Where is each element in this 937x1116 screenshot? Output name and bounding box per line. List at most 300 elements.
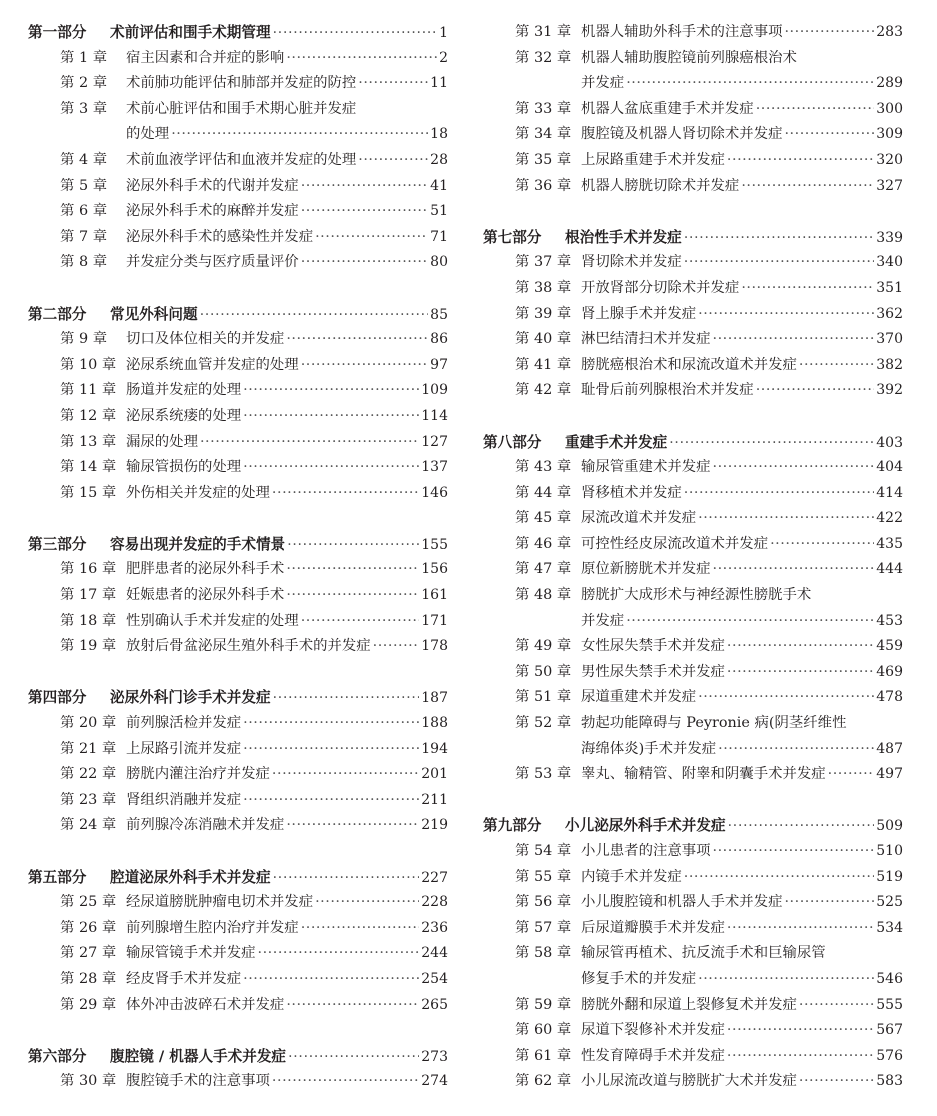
chapter-number: 第 43 章 xyxy=(515,459,572,476)
dot-leader xyxy=(286,557,419,583)
chapter-title: 女性尿失禁手术并发症 xyxy=(581,638,725,655)
dot-leader xyxy=(243,967,419,993)
toc-part-entry[interactable] xyxy=(28,302,448,328)
dot-leader xyxy=(713,455,875,481)
toc-chapter-entry[interactable] xyxy=(28,46,448,72)
page-number: 497 xyxy=(876,766,903,783)
chapter-title: 术前心脏评估和围手术期心脏并发症 xyxy=(126,100,357,117)
toc-chapter-entry[interactable] xyxy=(28,174,448,200)
section-spacer xyxy=(28,1018,448,1044)
toc-part-entry[interactable] xyxy=(483,225,903,251)
dot-leader xyxy=(713,557,875,583)
dot-leader xyxy=(273,865,420,891)
chapter-title: 后尿道瓣膜手术并发症 xyxy=(581,919,725,936)
dot-leader xyxy=(243,711,419,737)
toc-chapter-entry[interactable] xyxy=(483,865,903,891)
toc-chapter-entry[interactable] xyxy=(483,327,903,353)
chapter-title: 尿道重建术并发症 xyxy=(581,689,697,706)
toc-chapter-entry[interactable] xyxy=(28,813,448,839)
chapter-title: 内镜手术并发症 xyxy=(581,868,682,885)
page-number: 161 xyxy=(421,587,448,604)
chapter-title: 前列腺活检并发症 xyxy=(126,715,242,732)
chapter-number: 第 60 章 xyxy=(515,1022,572,1039)
toc-chapter-entry[interactable] xyxy=(28,327,448,353)
page-number: 155 xyxy=(421,536,448,553)
toc-chapter-entry[interactable] xyxy=(483,481,903,507)
chapter-number: 第 15 章 xyxy=(60,484,117,501)
chapter-title: 术前肺功能评估和肺部并发症的防控 xyxy=(126,75,357,92)
chapter-title: 性别确认手术并发症的处理 xyxy=(126,612,299,629)
toc-chapter-entry[interactable] xyxy=(28,788,448,814)
page-number: 11 xyxy=(430,75,448,92)
page-number: 509 xyxy=(876,818,903,835)
chapter-number: 第 22 章 xyxy=(60,766,117,783)
chapter-number: 第 17 章 xyxy=(60,587,117,604)
dot-leader xyxy=(698,506,874,532)
part-title: 小儿泌尿外科手术并发症 xyxy=(565,817,726,835)
chapter-title: 膀胱癌根治术和尿流改道术并发症 xyxy=(581,356,797,373)
toc-chapter-entry[interactable] xyxy=(28,353,448,379)
chapter-number: 第 53 章 xyxy=(515,766,572,783)
toc-chapter-entry[interactable] xyxy=(483,1069,903,1095)
toc-chapter-entry[interactable] xyxy=(28,890,448,916)
chapter-number: 第 54 章 xyxy=(515,843,572,859)
chapter-title: 放射后骨盆泌尿生殖外科手术的并发症 xyxy=(126,638,371,655)
toc-chapter-entry[interactable] xyxy=(483,455,903,481)
chapter-title: 泌尿外科手术的感染性并发症 xyxy=(126,228,314,245)
chapter-title: 外伤相关并发症的处理 xyxy=(126,484,270,501)
section-spacer xyxy=(28,660,448,686)
dot-leader xyxy=(698,967,874,993)
page-number: 228 xyxy=(421,894,448,911)
dot-leader xyxy=(288,1044,419,1070)
chapter-title: 经尿道膀胱肿瘤电切术并发症 xyxy=(126,894,314,911)
toc-chapter-entry[interactable] xyxy=(483,916,903,942)
toc-chapter-entry[interactable] xyxy=(28,71,448,97)
chapter-title: 修复手术的并发症 xyxy=(581,970,697,987)
page-number: 156 xyxy=(421,561,448,578)
page-number: 525 xyxy=(876,894,903,911)
page-number: 414 xyxy=(876,484,903,501)
chapter-title: 上尿路重建手术并发症 xyxy=(581,151,725,168)
chapter-number: 第 4 章 xyxy=(60,151,108,168)
section-spacer xyxy=(28,506,448,532)
toc-chapter-entry[interactable] xyxy=(483,1044,903,1070)
page-number: 51 xyxy=(430,203,448,220)
chapter-title: 机器人辅助腹腔镜前列腺癌根治术 xyxy=(581,49,797,66)
dot-leader xyxy=(286,813,419,839)
chapter-title: 小儿患者的注意事项 xyxy=(581,843,711,859)
chapter-number: 第 28 章 xyxy=(60,970,117,987)
toc-part-entry[interactable] xyxy=(28,20,448,46)
dot-leader xyxy=(200,430,419,456)
dot-leader xyxy=(287,532,419,558)
page-number: 403 xyxy=(876,434,903,451)
toc-chapter-entry[interactable] xyxy=(483,20,903,46)
page-number: 219 xyxy=(421,817,448,834)
chapter-title: 原位新膀胱术并发症 xyxy=(581,561,711,578)
dot-leader xyxy=(727,916,874,942)
toc-chapter-entry[interactable] xyxy=(483,890,903,916)
dot-leader xyxy=(373,634,420,660)
toc-chapter-entry[interactable] xyxy=(28,481,448,507)
toc-part-entry[interactable] xyxy=(28,685,448,711)
chapter-number: 第 50 章 xyxy=(515,663,572,680)
chapter-number: 第 21 章 xyxy=(60,740,117,757)
dot-leader xyxy=(784,890,874,916)
page-number: 510 xyxy=(876,843,903,859)
part-title: 容易出现并发症的手术情景 xyxy=(110,535,286,553)
dot-leader xyxy=(243,788,419,814)
toc-chapter-entry[interactable] xyxy=(483,174,903,200)
toc-chapter-entry[interactable] xyxy=(28,378,448,404)
chapter-title: 膀胱内灌注治疗并发症 xyxy=(126,766,270,783)
toc-chapter-entry[interactable] xyxy=(483,276,903,302)
chapter-title: 术前血液学评估和血液并发症的处理 xyxy=(126,151,357,168)
chapter-title: 并发症 xyxy=(581,75,625,92)
page-number: 583 xyxy=(876,1073,903,1090)
toc-chapter-entry[interactable] xyxy=(28,199,448,225)
page-number: 459 xyxy=(876,638,903,655)
page-number: 227 xyxy=(421,869,448,886)
toc-chapter-entry[interactable] xyxy=(28,583,448,609)
toc-chapter-entry[interactable] xyxy=(483,609,903,635)
page-number: 265 xyxy=(421,996,448,1013)
chapter-title: 并发症 xyxy=(581,612,625,629)
toc-chapter-entry[interactable] xyxy=(28,737,448,763)
dot-leader xyxy=(286,46,437,72)
toc-chapter-entry[interactable] xyxy=(483,941,903,967)
dot-leader xyxy=(626,609,874,635)
dot-leader xyxy=(799,993,874,1019)
dot-leader xyxy=(358,148,428,174)
dot-leader xyxy=(626,71,874,97)
page-number: 28 xyxy=(430,151,448,168)
page-number: 289 xyxy=(876,75,903,92)
part-number: 第七部分 xyxy=(483,228,542,246)
toc-chapter-entry[interactable] xyxy=(483,967,903,993)
chapter-number: 第 56 章 xyxy=(515,894,572,911)
chapter-number: 第 19 章 xyxy=(60,638,117,655)
dot-leader xyxy=(741,276,874,302)
dot-leader xyxy=(770,532,874,558)
toc-chapter-entry[interactable] xyxy=(483,250,903,276)
toc-chapter-entry[interactable] xyxy=(28,97,448,123)
toc-part-entry[interactable] xyxy=(483,430,903,456)
toc-chapter-entry[interactable] xyxy=(483,122,903,148)
toc-chapter-entry[interactable] xyxy=(483,532,903,558)
page-number: 487 xyxy=(876,740,903,757)
chapter-number: 第 32 章 xyxy=(515,49,572,66)
chapter-number: 第 62 章 xyxy=(515,1073,572,1090)
toc-chapter-entry[interactable] xyxy=(483,634,903,660)
chapter-title: 并发症分类与医疗质量评价 xyxy=(126,254,299,271)
chapter-number: 第 41 章 xyxy=(515,356,572,373)
toc-chapter-entry[interactable] xyxy=(483,97,903,123)
part-title: 重建手术并发症 xyxy=(565,433,668,451)
page-number: 576 xyxy=(876,1047,903,1064)
toc-chapter-entry[interactable] xyxy=(483,839,903,865)
part-number: 第三部分 xyxy=(28,535,87,553)
page-number: 194 xyxy=(421,740,448,757)
chapter-title: 肠道并发症的处理 xyxy=(126,382,242,399)
chapter-title: 尿流改道术并发症 xyxy=(581,510,697,527)
part-title: 根治性手术并发症 xyxy=(565,228,682,246)
toc-chapter-entry[interactable] xyxy=(483,993,903,1019)
dot-leader xyxy=(301,199,428,225)
chapter-number: 第 13 章 xyxy=(60,433,117,450)
section-spacer xyxy=(28,839,448,865)
page-number: 188 xyxy=(421,715,448,732)
chapter-title: 机器人辅助外科手术的注意事项 xyxy=(581,24,783,40)
chapter-number: 第 44 章 xyxy=(515,484,572,501)
toc-chapter-entry[interactable] xyxy=(28,455,448,481)
page-number: 127 xyxy=(421,433,448,450)
page-number: 519 xyxy=(876,868,903,885)
toc-chapter-entry[interactable] xyxy=(28,404,448,430)
chapter-number: 第 5 章 xyxy=(60,177,108,194)
chapter-number: 第 27 章 xyxy=(60,945,117,962)
part-title: 泌尿外科门诊手术并发症 xyxy=(110,689,271,707)
toc-chapter-entry[interactable] xyxy=(483,660,903,686)
chapter-number: 第 30 章 xyxy=(60,1073,117,1090)
toc-left-column xyxy=(28,20,448,1095)
chapter-number: 第 18 章 xyxy=(60,612,117,629)
page-number: 80 xyxy=(430,254,448,271)
toc-chapter-entry[interactable] xyxy=(483,148,903,174)
dot-leader xyxy=(200,302,429,328)
page-number: 244 xyxy=(421,945,448,962)
chapter-number: 第 45 章 xyxy=(515,510,572,527)
chapter-title: 肾上腺手术并发症 xyxy=(581,305,697,322)
toc-chapter-entry[interactable] xyxy=(483,583,903,609)
toc-part-entry[interactable] xyxy=(28,865,448,891)
page-number: 86 xyxy=(430,331,448,348)
page-number: 309 xyxy=(876,126,903,143)
dot-leader xyxy=(756,378,875,404)
chapter-number: 第 59 章 xyxy=(515,996,572,1013)
chapter-title: 泌尿外科手术的代谢并发症 xyxy=(126,177,299,194)
chapter-number: 第 11 章 xyxy=(60,382,117,399)
chapter-number: 第 2 章 xyxy=(60,75,108,92)
page-number: 567 xyxy=(876,1022,903,1039)
toc-part-entry[interactable] xyxy=(28,1044,448,1070)
chapter-title: 切口及体位相关的并发症 xyxy=(126,331,285,348)
chapter-number: 第 52 章 xyxy=(515,715,572,732)
toc-chapter-entry[interactable] xyxy=(28,609,448,635)
section-spacer xyxy=(28,276,448,302)
chapter-number: 第 16 章 xyxy=(60,561,117,578)
toc-chapter-entry[interactable] xyxy=(28,1069,448,1095)
dot-leader xyxy=(301,353,428,379)
toc-chapter-entry[interactable] xyxy=(28,122,448,148)
toc-chapter-entry[interactable] xyxy=(483,762,903,788)
toc-chapter-entry[interactable] xyxy=(28,941,448,967)
toc-chapter-entry[interactable] xyxy=(28,762,448,788)
chapter-title: 的处理 xyxy=(126,126,170,143)
chapter-number: 第 7 章 xyxy=(60,228,108,245)
chapter-number: 第 3 章 xyxy=(60,100,108,117)
chapter-title: 小儿腹腔镜和机器人手术并发症 xyxy=(581,894,783,911)
chapter-number: 第 49 章 xyxy=(515,638,572,655)
chapter-title: 小儿尿流改道与膀胱扩大术并发症 xyxy=(581,1073,797,1090)
toc-chapter-entry[interactable] xyxy=(483,71,903,97)
chapter-number: 第 47 章 xyxy=(515,561,572,578)
page-number: 97 xyxy=(430,356,448,373)
dot-leader xyxy=(243,378,419,404)
dot-leader xyxy=(756,97,875,123)
chapter-number: 第 58 章 xyxy=(515,945,572,962)
chapter-title: 膀胱外翻和尿道上裂修复术并发症 xyxy=(581,996,797,1013)
dot-leader xyxy=(713,327,875,353)
page-number: 351 xyxy=(876,279,903,296)
part-title: 腹腔镜 / 机器人手术并发症 xyxy=(110,1047,287,1065)
chapter-title: 可控性经皮尿流改道术并发症 xyxy=(581,535,769,552)
chapter-title: 机器人膀胱切除术并发症 xyxy=(581,177,740,194)
toc-chapter-entry[interactable] xyxy=(28,148,448,174)
toc-chapter-entry[interactable] xyxy=(28,225,448,251)
chapter-title: 输尿管再植术、抗反流手术和巨输尿管 xyxy=(581,945,826,962)
toc-chapter-entry[interactable] xyxy=(28,916,448,942)
dot-leader xyxy=(698,685,874,711)
dot-leader xyxy=(273,20,438,46)
page-number: 41 xyxy=(430,177,448,194)
part-number: 第六部分 xyxy=(28,1047,87,1065)
chapter-number: 第 46 章 xyxy=(515,535,572,552)
part-number: 第五部分 xyxy=(28,868,87,886)
page-number: 2 xyxy=(439,49,448,66)
dot-leader xyxy=(727,148,874,174)
chapter-number: 第 57 章 xyxy=(515,919,572,936)
chapter-number: 第 39 章 xyxy=(515,305,572,322)
page-number: 18 xyxy=(430,126,448,143)
section-spacer xyxy=(483,199,903,225)
chapter-number: 第 40 章 xyxy=(515,331,572,348)
page-number: 211 xyxy=(421,791,448,808)
dot-leader xyxy=(698,302,874,328)
page-number: 435 xyxy=(876,535,903,552)
chapter-title: 宿主因素和合并症的影响 xyxy=(126,49,285,66)
page-number: 555 xyxy=(876,996,903,1013)
dot-leader xyxy=(669,430,874,456)
chapter-title: 前列腺冷冻消融术并发症 xyxy=(126,817,285,834)
chapter-number: 第 31 章 xyxy=(515,24,572,40)
toc-chapter-entry[interactable] xyxy=(483,685,903,711)
toc-chapter-entry[interactable] xyxy=(483,378,903,404)
chapter-number: 第 23 章 xyxy=(60,791,117,808)
page-number: 71 xyxy=(430,228,448,245)
chapter-title: 泌尿系统瘘的处理 xyxy=(126,407,242,424)
chapter-title: 输尿管重建术并发症 xyxy=(581,459,711,476)
toc-chapter-entry[interactable] xyxy=(483,557,903,583)
page-number: 404 xyxy=(876,459,903,476)
dot-leader xyxy=(272,762,419,788)
page-number: 546 xyxy=(876,970,903,987)
dot-leader xyxy=(286,583,419,609)
chapter-title: 勃起功能障碍与 Peyronie 病(阴茎纤维性 xyxy=(581,715,847,732)
chapter-title: 肾移植术并发症 xyxy=(581,484,682,501)
page-number: 422 xyxy=(876,510,903,527)
toc-chapter-entry[interactable] xyxy=(28,711,448,737)
chapter-title: 睾丸、输精管、附睾和阴囊手术并发症 xyxy=(581,766,826,783)
chapter-title: 经皮肾手术并发症 xyxy=(126,970,242,987)
toc-chapter-entry[interactable] xyxy=(28,967,448,993)
page-number: 273 xyxy=(421,1048,448,1065)
dot-leader xyxy=(799,1069,874,1095)
page-number: 339 xyxy=(876,229,903,246)
dot-leader xyxy=(784,20,874,46)
page-number: 453 xyxy=(876,612,903,629)
page-number: 300 xyxy=(876,100,903,117)
chapter-number: 第 26 章 xyxy=(60,919,117,936)
toc-part-entry[interactable] xyxy=(483,813,903,839)
toc-chapter-entry[interactable] xyxy=(483,302,903,328)
chapter-title: 上尿路引流并发症 xyxy=(126,740,242,757)
page-number: 370 xyxy=(876,331,903,348)
chapter-title: 泌尿系统血管并发症的处理 xyxy=(126,356,299,373)
page-number: 114 xyxy=(421,407,448,424)
chapter-number: 第 8 章 xyxy=(60,254,108,271)
toc-chapter-entry[interactable] xyxy=(483,353,903,379)
dot-leader xyxy=(684,250,875,276)
page-number: 382 xyxy=(876,356,903,373)
toc-chapter-entry[interactable] xyxy=(483,1018,903,1044)
dot-leader xyxy=(799,353,874,379)
page-number: 392 xyxy=(876,382,903,399)
chapter-number: 第 10 章 xyxy=(60,356,117,373)
chapter-title: 输尿管镜手术并发症 xyxy=(126,945,256,962)
dot-leader xyxy=(258,941,420,967)
chapter-title: 淋巴结清扫术并发症 xyxy=(581,331,711,348)
toc-chapter-entry[interactable] xyxy=(28,993,448,1019)
toc-part-entry[interactable] xyxy=(28,532,448,558)
page-number: 236 xyxy=(421,919,448,936)
dot-leader xyxy=(727,1018,874,1044)
chapter-number: 第 33 章 xyxy=(515,100,572,117)
chapter-number: 第 42 章 xyxy=(515,382,572,399)
toc-chapter-entry[interactable] xyxy=(483,506,903,532)
toc-chapter-entry[interactable] xyxy=(483,711,903,737)
chapter-number: 第 9 章 xyxy=(60,331,108,348)
chapter-title: 肾切除术并发症 xyxy=(581,254,682,271)
toc-chapter-entry[interactable] xyxy=(483,737,903,763)
toc-chapter-entry[interactable] xyxy=(28,634,448,660)
page-number: 178 xyxy=(421,638,448,655)
dot-leader xyxy=(784,122,874,148)
dot-leader xyxy=(728,813,875,839)
toc-right-column xyxy=(483,20,903,1095)
dot-leader xyxy=(272,481,419,507)
chapter-number: 第 37 章 xyxy=(515,254,572,271)
chapter-number: 第 29 章 xyxy=(60,996,117,1013)
page-number: 478 xyxy=(876,689,903,706)
chapter-title: 体外冲击波碎石术并发症 xyxy=(126,996,285,1013)
chapter-number: 第 36 章 xyxy=(515,177,572,194)
page-number: 274 xyxy=(421,1073,448,1090)
dot-leader xyxy=(273,685,420,711)
toc-chapter-entry[interactable] xyxy=(28,250,448,276)
dot-leader xyxy=(713,839,875,865)
page-number: 1 xyxy=(439,25,448,41)
page-number: 469 xyxy=(876,663,903,680)
toc-chapter-entry[interactable] xyxy=(28,557,448,583)
page-number: 146 xyxy=(421,484,448,501)
toc-chapter-entry[interactable] xyxy=(28,430,448,456)
toc-chapter-entry[interactable] xyxy=(483,46,903,72)
chapter-title: 男性尿失禁手术并发症 xyxy=(581,663,725,680)
section-spacer xyxy=(483,404,903,430)
dot-leader xyxy=(684,865,875,891)
